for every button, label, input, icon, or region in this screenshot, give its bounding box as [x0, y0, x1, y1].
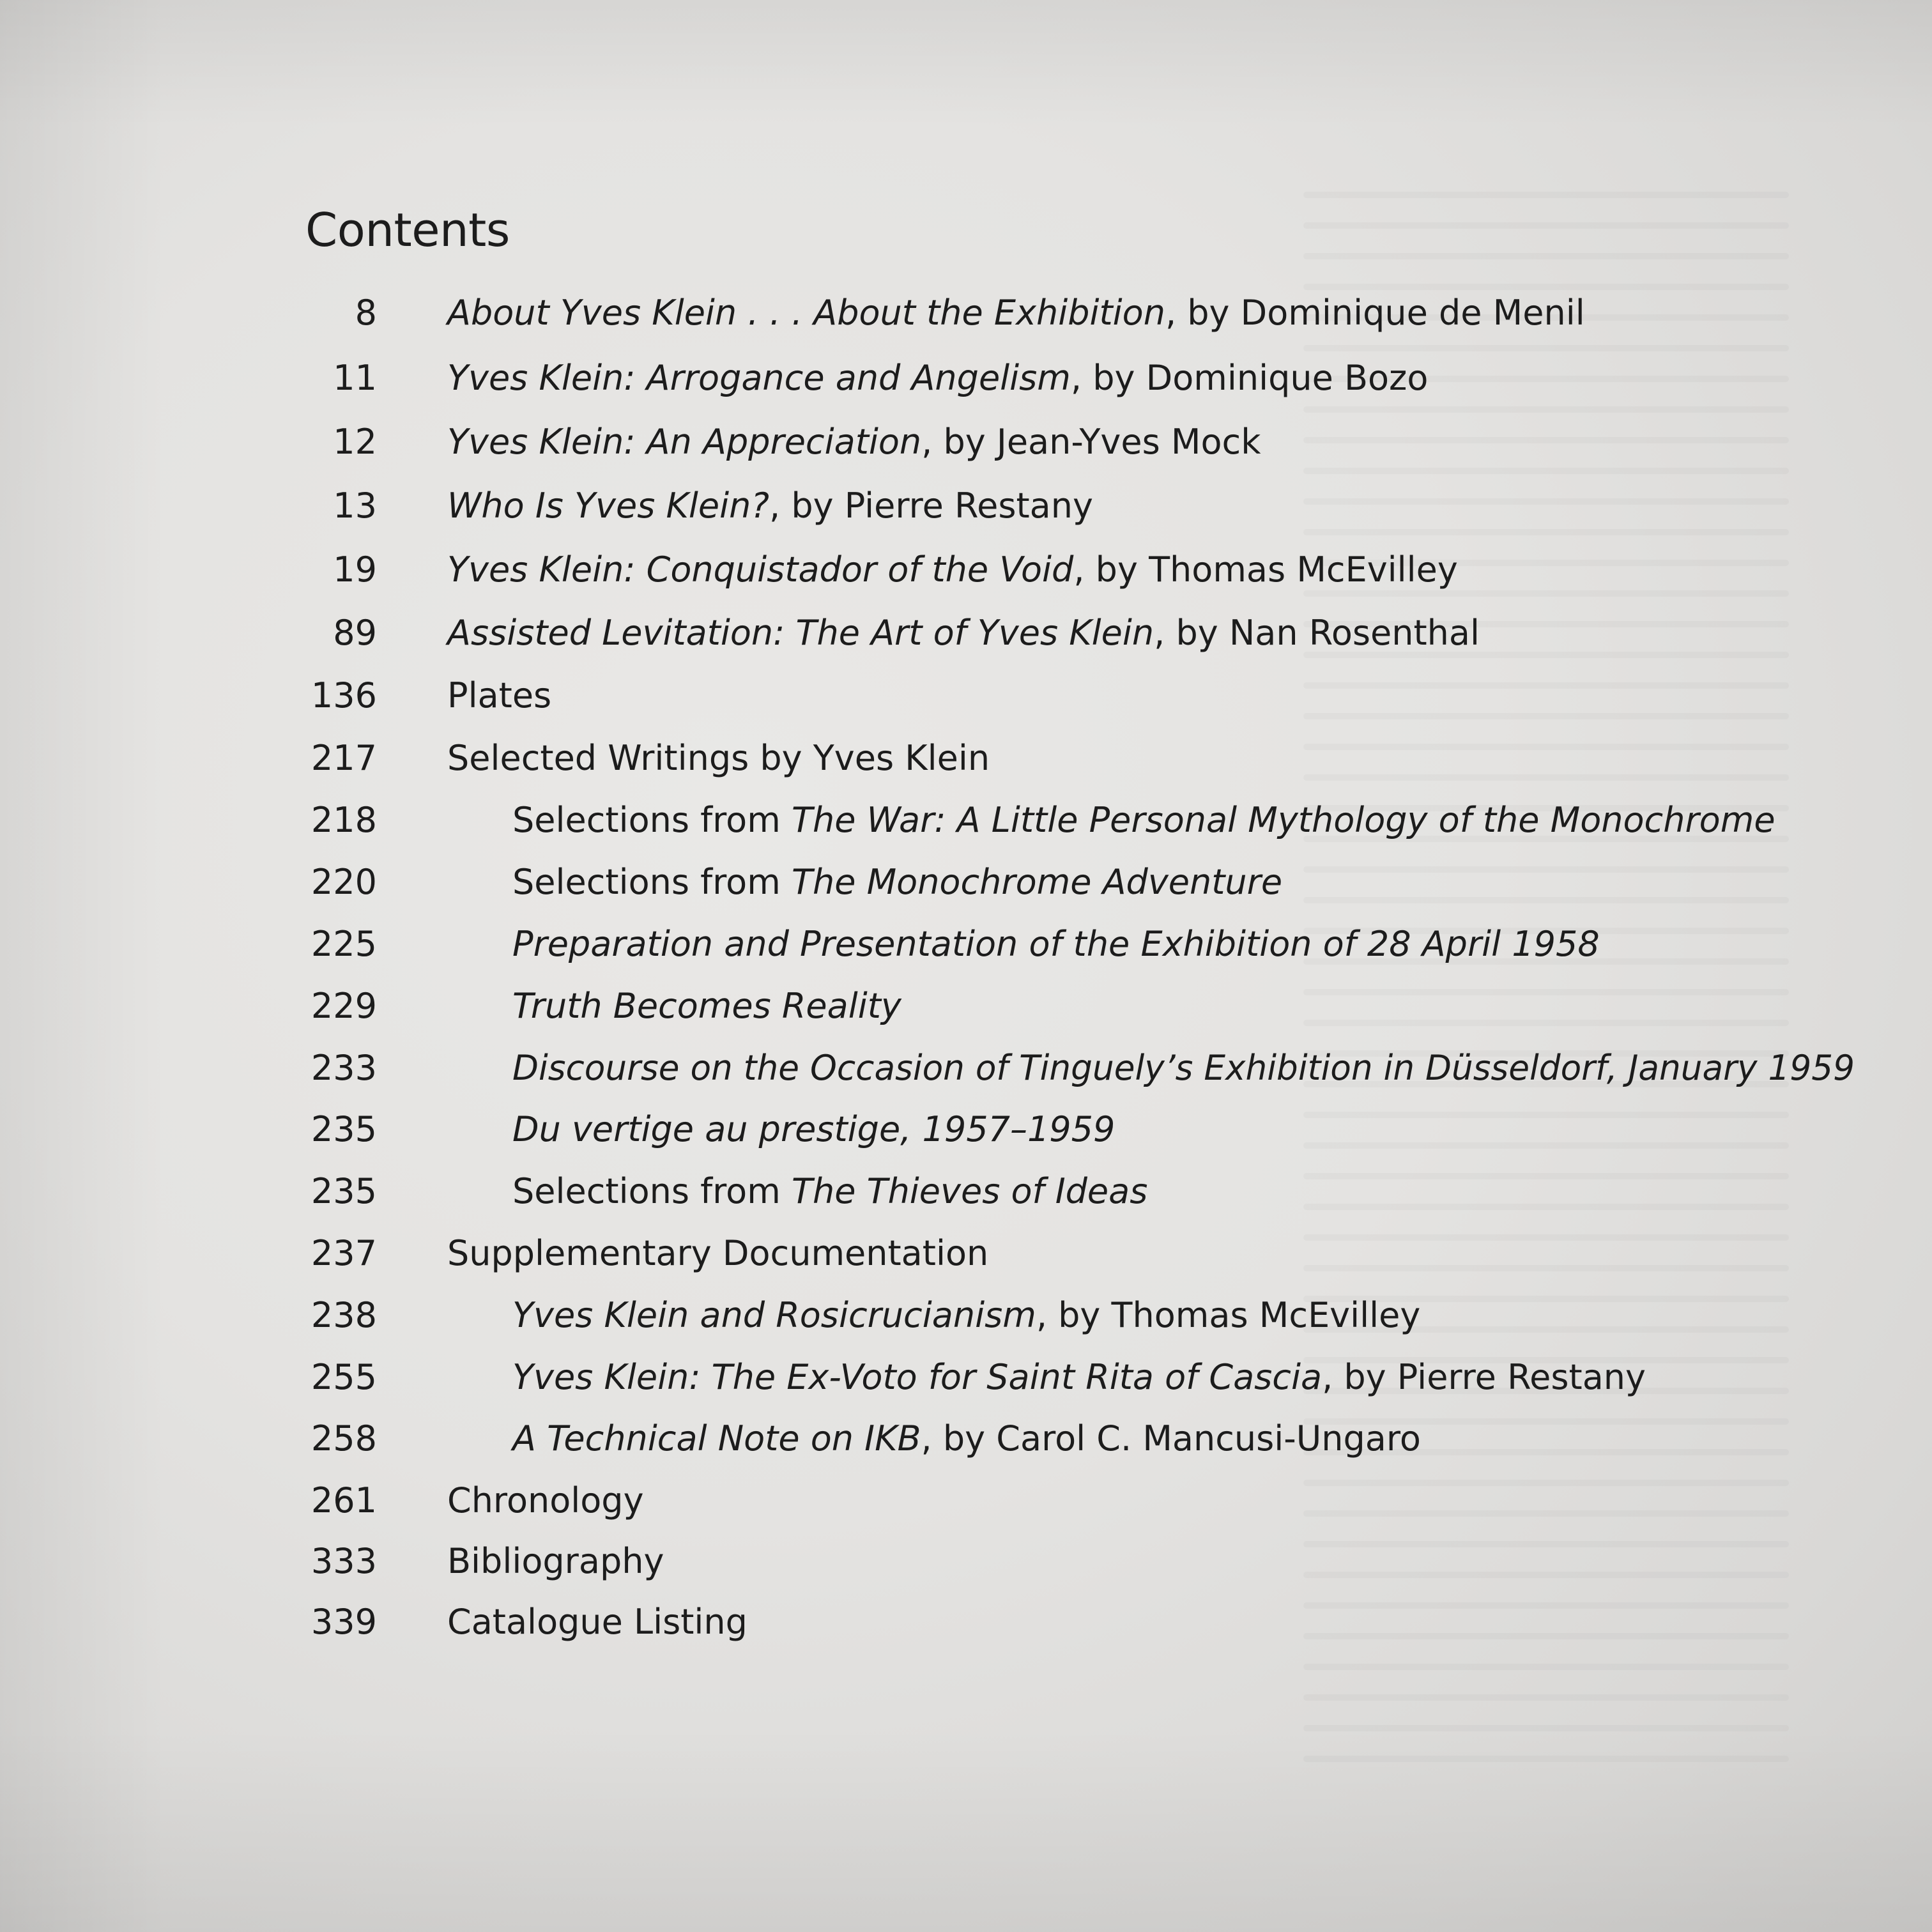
- toc-title-roman: Selected Writings by Yves Klein: [447, 738, 990, 778]
- toc-page-number: 258: [310, 1418, 377, 1459]
- toc-entry-title: [447, 480, 1093, 532]
- toc-entry-title: [512, 1104, 1115, 1155]
- toc-entry: [0, 1228, 1932, 1279]
- toc-title-roman: Catalogue Listing: [447, 1602, 747, 1642]
- toc-entry: [0, 353, 1932, 404]
- toc-page-number: 19: [333, 549, 377, 590]
- toc-title-italic: Du vertige au prestige, 1957–1959: [512, 1109, 1116, 1149]
- toc-entry: [0, 733, 1932, 784]
- toc-entry-title: [447, 353, 1428, 404]
- toc-entry: [0, 1290, 1932, 1341]
- toc-page-number: 235: [310, 1171, 377, 1211]
- toc-author: , by Thomas McEvilley: [1073, 549, 1458, 590]
- toc-entry-title: [447, 670, 551, 721]
- toc-entry-title: [512, 1290, 1420, 1341]
- toc-title-italic: The War: A Little Personal Mythology of the Monochrome: [791, 800, 1775, 840]
- toc-page-number: 333: [310, 1541, 377, 1581]
- toc-entry-title: [447, 1475, 644, 1526]
- toc-entry-title: [447, 1536, 664, 1587]
- toc-author: , by Thomas McEvilley: [1036, 1295, 1421, 1335]
- toc-entry-title: [447, 608, 1480, 659]
- toc-entry-title: [512, 981, 901, 1032]
- toc-entry: [0, 544, 1932, 595]
- toc-author: , by Nan Rosenthal: [1154, 613, 1480, 653]
- toc-page-number: 238: [310, 1295, 377, 1335]
- toc-title-italic: Yves Klein: The Ex-Voto for Saint Rita of Cascia: [512, 1357, 1322, 1397]
- toc-page-number: 255: [310, 1357, 377, 1397]
- toc-entry-title: [447, 733, 990, 784]
- toc-author: , by Pierre Restany: [1322, 1357, 1646, 1397]
- toc-page-number: 8: [355, 293, 377, 333]
- toc-page-number: 237: [310, 1233, 377, 1273]
- toc-title-roman: Supplementary Documentation: [447, 1233, 989, 1273]
- toc-title-italic: Yves Klein and Rosicrucianism: [512, 1295, 1036, 1335]
- toc-author: , by Dominique Bozo: [1070, 358, 1429, 398]
- toc-entry: [0, 1475, 1932, 1526]
- toc-entry-title: [447, 288, 1585, 339]
- toc-title-italic: Discourse on the Occasion of Tinguely’s Exhibition in Düsseldorf, January 1959: [512, 1048, 1855, 1088]
- toc-entry-title: [447, 417, 1261, 468]
- toc-entry: [0, 857, 1932, 908]
- toc-page-number: 261: [310, 1480, 377, 1521]
- toc-entry: [0, 1043, 1932, 1094]
- toc-title-italic: About Yves Klein . . . About the Exhibition: [447, 293, 1165, 333]
- toc-author: , by Dominique de Menil: [1165, 293, 1585, 333]
- toc-page-number: 220: [310, 862, 377, 902]
- toc-page-number: 218: [310, 800, 377, 840]
- toc-entry-title: [512, 795, 1775, 846]
- toc-page-number: 225: [310, 924, 377, 964]
- toc-entry-title: [512, 1413, 1421, 1464]
- toc-title-italic: The Monochrome Adventure: [791, 862, 1283, 902]
- toc-entry: [0, 480, 1932, 532]
- toc-entry-title: [512, 1166, 1147, 1217]
- toc-page-number: 217: [310, 738, 377, 778]
- toc-title-italic: Who Is Yves Klein?: [447, 486, 770, 526]
- toc-title-italic: Truth Becomes Reality: [512, 986, 901, 1026]
- toc-title-roman: Chronology: [447, 1480, 644, 1521]
- toc-entry: [0, 670, 1932, 721]
- page-title: Contents: [305, 203, 510, 257]
- toc-page-number: 12: [333, 422, 377, 462]
- toc-entry: [0, 981, 1932, 1032]
- toc-title-roman: Selections from: [512, 1171, 792, 1211]
- toc-title-italic: Yves Klein: Arrogance and Angelism: [447, 358, 1071, 398]
- toc-entry-title: [512, 1352, 1646, 1403]
- toc-entry: [0, 795, 1932, 846]
- toc-title-italic: A Technical Note on IKB: [512, 1418, 921, 1459]
- toc-title-italic: Preparation and Presentation of the Exhibition of 28 April 1958: [512, 924, 1600, 964]
- toc-page-number: 233: [310, 1048, 377, 1088]
- toc-entry: [0, 1413, 1932, 1464]
- toc-title-roman: Selections from: [512, 800, 792, 840]
- toc-author: , by Carol C. Mancusi-Ungaro: [921, 1418, 1421, 1459]
- toc-title-roman: Selections from: [512, 862, 792, 902]
- toc-page-number: 136: [310, 675, 377, 716]
- toc-entry: [0, 919, 1932, 970]
- toc-entry: [0, 1104, 1932, 1155]
- toc-title-italic: The Thieves of Ideas: [791, 1171, 1148, 1211]
- toc-entry: [0, 608, 1932, 659]
- toc-entry-title: [447, 544, 1458, 595]
- toc-page-number: 235: [310, 1109, 377, 1149]
- toc-page-number: 11: [333, 358, 377, 398]
- toc-author: , by Pierre Restany: [769, 486, 1093, 526]
- toc-page-number: 89: [333, 613, 377, 653]
- toc-entry-title: [512, 1043, 1855, 1094]
- toc-page-number: 13: [333, 486, 377, 526]
- toc-title-roman: Bibliography: [447, 1541, 664, 1581]
- toc-entry-title: [447, 1597, 747, 1648]
- toc-entry: [0, 417, 1932, 468]
- toc-entry: [0, 288, 1932, 339]
- toc-page-number: 229: [310, 986, 377, 1026]
- toc-title-italic: Assisted Levitation: The Art of Yves Klein: [447, 613, 1154, 653]
- toc-title-italic: Yves Klein: An Appreciation: [447, 422, 922, 462]
- toc-page-number: 339: [310, 1602, 377, 1642]
- toc-entry-title: [447, 1228, 988, 1279]
- toc-author: , by Jean-Yves Mock: [921, 422, 1261, 462]
- page-edge-shadow-top: [0, 0, 1932, 128]
- toc-entry: [0, 1352, 1932, 1403]
- toc-entry-title: [512, 919, 1600, 970]
- toc-entry: [0, 1597, 1932, 1648]
- toc-entry: [0, 1536, 1932, 1587]
- toc-title-roman: Plates: [447, 675, 552, 716]
- toc-entry: [0, 1166, 1932, 1217]
- toc-title-italic: Yves Klein: Conquistador of the Void: [447, 549, 1074, 590]
- toc-entry-title: [512, 857, 1282, 908]
